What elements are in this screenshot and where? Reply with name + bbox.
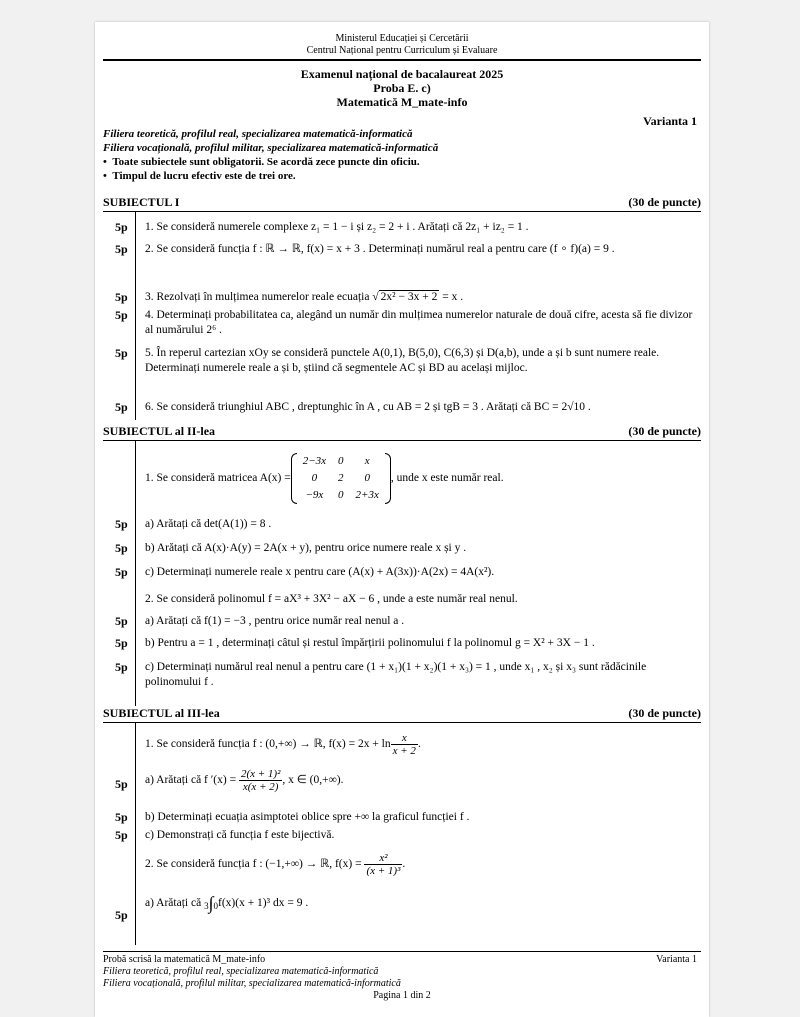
instruction-1: • Toate subiectele sunt obligatorii. Se acordă zece puncte din oficiu. — [103, 156, 420, 168]
s1-item1-text: 1. Se consideră numerele complexe z₁ = 1 − i și z₂ = 2 + i . Arătați că 2z₁ + iz₂ = 1 . — [145, 221, 529, 233]
s3-1a-text: a) Arătați că f ′(x) = $\frac{\text{2(x + 1)²}}{x(x + 2)}$ , x ∈ (0,+∞). — [145, 768, 344, 793]
s1-item2-text: 2. Se consideră funcția f : ℝ → ℝ, f(x) = x + 3 . Determinați numărul real a pentru care (f ∘ f)(a) = 9 . — [145, 243, 615, 255]
s1-item4-points: 5p — [115, 308, 128, 322]
exam-page — [95, 22, 709, 1017]
s2-1b-points: 5p — [115, 541, 128, 555]
s3-1a-points: 5p — [115, 777, 128, 791]
s2-2b-points: 5p — [115, 636, 128, 650]
variant-label: Varianta 1 — [643, 114, 697, 128]
s3-2a-text: a) Arătați că 3∫0 f(x)(x + 1)³ dx = 9 . — [145, 893, 309, 913]
s1-item3-text: 3. Rezolvați în mulțimea numerelor reale ecuația √ 2x² − 3x + 2 = x . — [145, 291, 464, 303]
footer-divider — [103, 951, 701, 952]
s1-item1-points: 5p — [115, 220, 128, 234]
filiera-line-1: Filiera teoretică, profilul real, specializarea matematică-informatică — [103, 128, 413, 140]
subiect-2-divider — [103, 440, 701, 441]
s3-1c-text: c) Demonstrați că funcția f este bijectivă. — [145, 829, 335, 841]
s2-1a-text: a) Arătați că det(A(1)) = 8 . — [145, 518, 272, 530]
s2-2a-text: a) Arătați că f(1) = −3 , pentru orice număr real nenul a . — [145, 615, 405, 627]
header-divider — [103, 59, 701, 61]
subiect-1-column-line — [135, 212, 136, 420]
subiect-3-points: (30 de puncte) — [628, 706, 701, 720]
footer-variant: Varianta 1 — [656, 954, 697, 965]
subiect-2-points: (30 de puncte) — [628, 424, 701, 438]
log-fraction: $\frac{x}{x + 2}$ — [392, 732, 416, 757]
subiect-3-column-line — [135, 723, 136, 945]
subiect-2-column-line — [135, 441, 136, 706]
s2-1c-points: 5p — [115, 565, 128, 579]
s2-2c-points: 5p — [115, 660, 128, 674]
s2-2b-text: b) Pentru a = 1 , determinați câtul și restul împărțirii polinomului f la polinomul g = X² + 3X − 1 . — [145, 637, 595, 649]
s1-item6-points: 5p — [115, 400, 128, 414]
s2-2a-points: 5p — [115, 614, 128, 628]
s3-1c-points: 5p — [115, 828, 128, 842]
instruction-2: • Timpul de lucru efectiv este de trei ore. — [103, 170, 296, 182]
s2-1b-text: b) Arătați că A(x)·A(y) = 2A(x + y), pentru orice numere reale x și y . — [145, 542, 467, 554]
center-name: Centrul Național pentru Curriculum și Evaluare — [306, 45, 498, 56]
s2-1c-text: c) Determinați numerele reale x pentru care (A(x) + A(3x))·A(2x) = 4A(x²). — [145, 566, 495, 578]
s1-item2-points: 5p — [115, 242, 128, 256]
s2-p2-intro: 2. Se consideră polinomul f = aX³ + 3X² − aX − 6 , unde a este număr real nenul. — [145, 593, 518, 605]
s3-1b-points: 5p — [115, 810, 128, 824]
filiera-line-2: Filiera vocațională, profilul militar, specializarea matematică-informatică — [103, 142, 439, 154]
s3-2a-points: 5p — [115, 908, 128, 922]
s2-p1-intro: 1. Se consideră matricea A(x) = 2−3x 0 x 0 2 0 −9x 0 2+3x , unde x este număr real. — [145, 448, 695, 508]
ministry-name: Ministerul Educației și Cercetării — [335, 33, 469, 44]
s1-item5-points: 5p — [115, 346, 128, 360]
sqrt-expression: 2x² − 3x + 2 — [380, 291, 438, 303]
s3-1b-text: b) Determinați ecuația asimptotei oblice spre +∞ la graficul funcției f . — [145, 811, 470, 823]
matrix-A: 2−3x 0 x 0 2 0 −9x 0 2+3x — [291, 453, 391, 504]
subiect-2-title: SUBIECTUL al II-lea — [103, 424, 216, 438]
footer-line-1: Probă scrisă la matematică M_mate-info — [103, 954, 266, 965]
integral-sign: 3∫0 — [204, 893, 218, 913]
s2-2c-text: c) Determinați numărul real nenul a pentru care (1 + x₁)(1 + x₂)(1 + x₃) = 1 , unde x₁ , x₂ și x₃ sunt rădăcinile polinomului f . — [145, 661, 647, 688]
exam-subject: Matematică M_mate-info — [336, 95, 468, 109]
subiect-1-points: (30 de puncte) — [628, 195, 701, 209]
s2-1a-points: 5p — [115, 517, 128, 531]
s1-item3-points: 5p — [115, 290, 128, 304]
s1-item5-text: 5. În reperul cartezian xOy se consideră punctele A(0,1), B(5,0), C(6,3) și D(a,b), unde a și b sunt numere reale. Determinați numerele reale a și b, știind că segmentele AC și BD au același mijloc. — [145, 347, 660, 374]
footer-line-3: Filiera vocațională, profilul militar, specializarea matematică-informatică — [103, 978, 401, 989]
subiect-3-divider — [103, 722, 701, 723]
function-fraction: $\frac{\text{x²}}{\text{(x + 1)³}}$ — [366, 852, 401, 877]
exam-title: Examenul național de bacalaureat 2025 — [300, 67, 504, 81]
footer-line-2: Filiera teoretică, profilul real, specializarea matematică-informatică — [103, 966, 379, 977]
page-number: Pagina 1 din 2 — [373, 990, 431, 1001]
s3-p1-intro: 1. Se consideră funcția f : (0,+∞) → ℝ, f(x) = 2x + ln $\frac{x}{x + 2}$ . — [145, 732, 421, 757]
subiect-1-title: SUBIECTUL I — [103, 195, 180, 209]
s1-item4-text: 4. Determinați probabilitatea ca, alegând un număr din mulțimea numerelor naturale de două cifre, acesta să fie divizor al numărului 2⁶ . — [145, 309, 693, 336]
derivative-fraction: $\frac{\text{2(x + 1)²}}{x(x + 2)}$ — [240, 768, 281, 793]
s3-p2-intro: 2. Se consideră funcția f : (−1,+∞) → ℝ, f(x) = $\frac{\text{x²}}{\text{(x + 1)³}}$ . — [145, 852, 406, 877]
s1-item6-text: 6. Se consideră triunghiul ABC , dreptunghic în A , cu AB = 2 și tgB = 3 . Arătați că BC = 2√10 . — [145, 401, 591, 413]
exam-proba: Proba E. c) — [373, 81, 431, 95]
subiect-3-title: SUBIECTUL al III-lea — [103, 706, 220, 720]
subiect-1-divider — [103, 211, 701, 212]
